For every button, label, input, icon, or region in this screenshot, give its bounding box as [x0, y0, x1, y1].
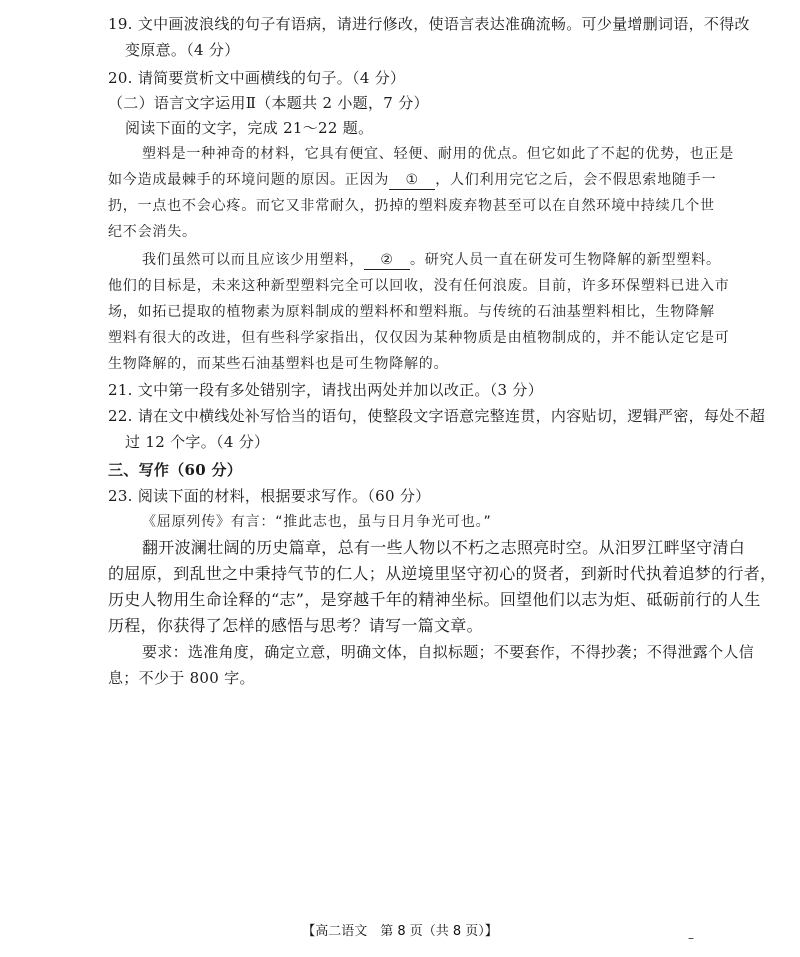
passage-p2-line-3: 场，如拓已提取的植物素为原料制成的塑料杯和塑料瓶。与传统的石油基塑料相比，生物降解	[108, 304, 715, 320]
passage-p1-line-2b: ，人们利用完它之后，会不假思索地随手一	[435, 172, 717, 188]
passage-p2-line-2: 他们的目标是，未来这种新型塑料完全可以回收，没有任何浪废。目前，许多环保塑料已进入市	[108, 278, 730, 294]
q22-line-1: 22. 请在文中横线处补写恰当的语句，使整段文字语意完整连贯，内容贴切，逻辑严密，每处不超	[108, 407, 766, 425]
passage-p1-line-1: 塑料是一种神奇的材料，它具有便宜、轻便、耐用的优点。但它如此了不起的优势，也正是	[142, 146, 734, 162]
q19-line-2: 变原意。（4 分）	[125, 41, 240, 59]
q22-line-2: 过 12 个字。（4 分）	[125, 433, 270, 451]
requirements-line-1: 要求：选准角度，确定立意，明确文体，自拟标题；不要套作，不得抄袭；不得泄露个人信	[142, 643, 755, 661]
q19-line-1: 19. 文中画波浪线的句子有语病，请进行修改，使语言表达准确流畅。可少量增删词语，不得改	[108, 15, 750, 33]
passage-p1-line-3: 扔，一点也不会心疼。而它又非常耐久，扔掉的塑料废弃物甚至可以在自然环境中持续几个世	[108, 198, 715, 214]
passage-p2-line-1b: 。研究人员一直在研发可生物降解的新型塑料。	[410, 252, 721, 268]
passage-p2-line-1	[142, 250, 721, 270]
section2-instruction: 阅读下面的文字，完成 21～22 题。	[125, 119, 374, 137]
q23: 23. 阅读下面的材料，根据要求写作。（60 分）	[108, 487, 431, 505]
passage-p1-line-2	[108, 170, 716, 190]
material-line-3: 历史人物用生命诠释的“志”，是穿越千年的精神坐标。回望他们以志为炬、砥砺前行的人生	[108, 590, 761, 609]
section3-heading: 三、写作（60 分）	[108, 461, 243, 479]
passage-p1-line-4: 纪不会消失。	[108, 224, 197, 240]
blank-1: ①	[389, 171, 435, 190]
footer-mark: –	[688, 931, 694, 945]
material-line-4: 历程，你获得了怎样的感悟与思考？请写一篇文章。	[108, 616, 483, 635]
passage-p2-line-1a: 我们虽然可以而且应该少用塑料，	[142, 252, 364, 268]
material-line-2: 的屈原，到乱世之中秉持气节的仁人；从逆境里坚守初心的贤者，到新时代执着追梦的行者，	[108, 564, 777, 583]
passage-p2-line-4: 塑料有很大的改进，但有些科学家指出，仅仅因为某种物质是由植物制成的，并不能认定它是可	[108, 330, 730, 346]
q20: 20. 请简要赏析文中画横线的句子。（4 分）	[108, 69, 406, 87]
passage-p1-line-2a: 如今造成最棘手的环境问题的原因。正因为	[108, 172, 390, 188]
page-footer: 【高二语文 第 8 页（共 8 页）】	[302, 924, 498, 939]
section2-heading: （二）语言文字运用Ⅱ（本题共 2 小题，7 分）	[108, 94, 429, 112]
q21: 21. 文中第一段有多处错别字，请找出两处并加以改正。（3 分）	[108, 381, 544, 399]
material-quote: 《屈原列传》有言：“推此志也，虽与日月争光可也。”	[142, 514, 492, 530]
blank-2: ②	[364, 251, 410, 270]
passage-p2-line-5: 生物降解的，而某些石油基塑料也是可生物降解的。	[108, 356, 449, 372]
material-line-1: 翻开波澜壮阔的历史篇章，总有一些人物以不朽之志照亮时空。从汨罗江畔坚守清白	[142, 538, 746, 557]
requirements-line-2: 息；不少于 800 字。	[108, 669, 255, 687]
